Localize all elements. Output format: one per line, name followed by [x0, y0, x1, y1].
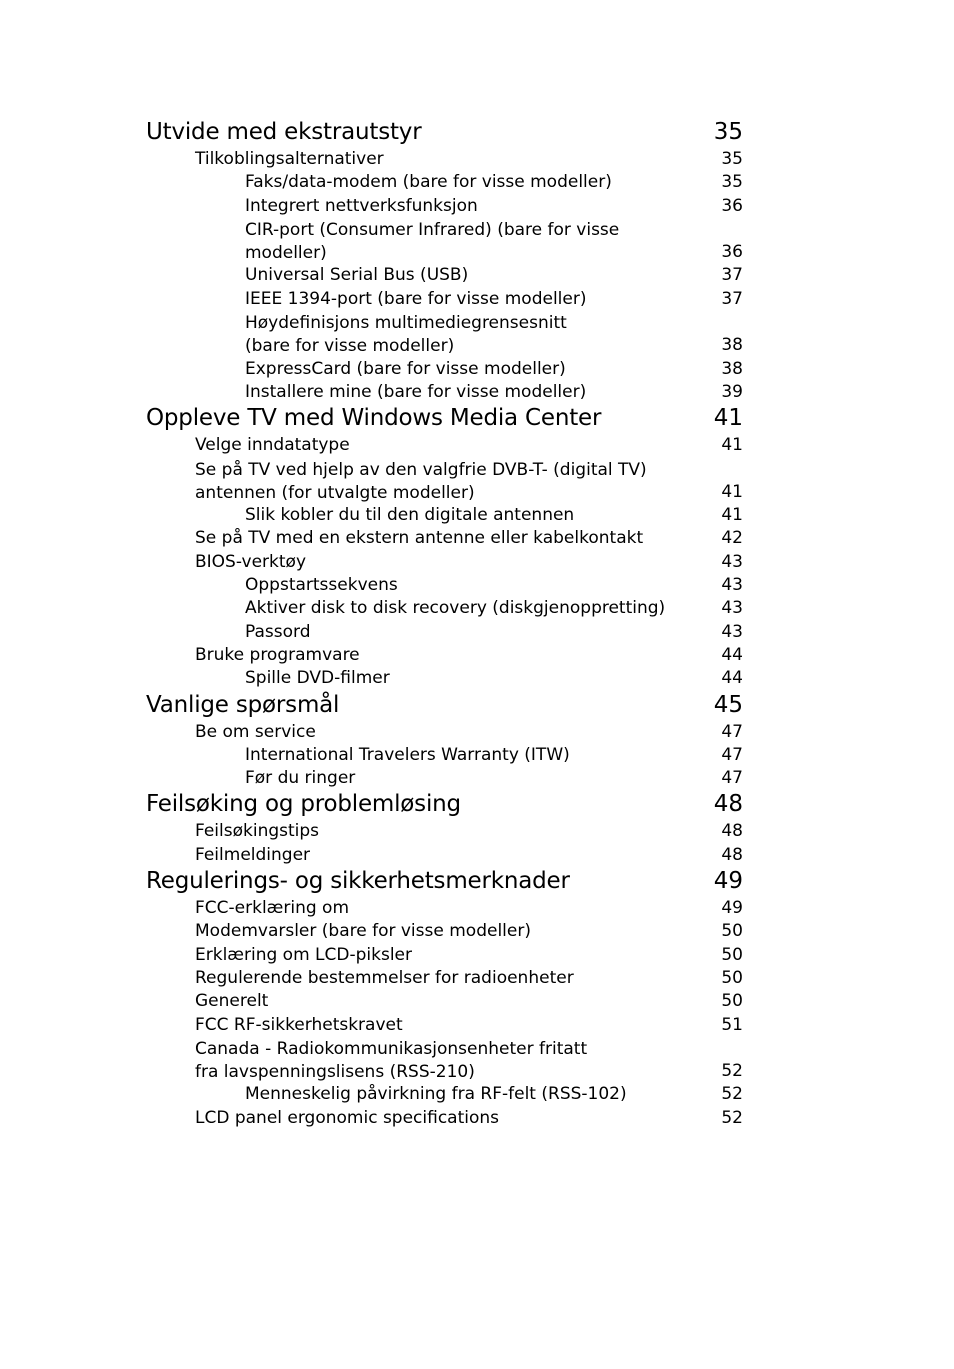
toc-entry-title: Erklæring om LCD-piksler	[195, 944, 412, 965]
toc-section[interactable]	[0, 967, 954, 990]
toc-entry-page-number: 44	[721, 644, 743, 665]
toc-entry-page-number: 50	[721, 967, 743, 988]
toc-subsection[interactable]	[0, 288, 954, 311]
toc-entry-page-number: 47	[721, 721, 743, 742]
toc-entry-title: Utvide med ekstrautstyr	[146, 119, 422, 145]
toc-section[interactable]	[0, 721, 954, 744]
toc-section[interactable]	[0, 944, 954, 967]
toc-chapter[interactable]	[0, 691, 954, 721]
toc-entry-title: Feilsøking og problemløsing	[146, 791, 461, 818]
toc-entry-title-line: (bare for visse modeller)	[245, 336, 455, 357]
toc-section[interactable]	[0, 148, 954, 171]
toc-chapter[interactable]	[0, 867, 954, 897]
toc-subsection[interactable]	[0, 358, 954, 381]
toc-entry-page-number: 43	[721, 621, 743, 642]
toc-subsection[interactable]	[0, 171, 954, 194]
toc-entry-page-number: 52	[721, 1061, 743, 1082]
toc-entry-page-number: 43	[721, 575, 743, 596]
toc-entry-title: Aktiver disk to disk recovery (diskgjenoppretting)	[245, 598, 666, 619]
toc-subsection[interactable]	[0, 264, 954, 287]
toc-entry-page-number: 41	[721, 481, 743, 502]
toc-entry-page-number: 43	[721, 551, 743, 572]
toc-entry-page-number: 38	[721, 335, 743, 356]
toc-section[interactable]	[0, 458, 954, 505]
toc-entry-page-number: 37	[721, 288, 743, 309]
toc-subsection[interactable]	[0, 195, 954, 218]
toc-entry-title-line: Canada - Radiokommunikasjonsenheter fritatt	[195, 1038, 588, 1059]
toc-section[interactable]	[0, 434, 954, 457]
toc-section[interactable]	[0, 644, 954, 667]
toc-entry-title: Menneskelig påvirkning fra RF-felt (RSS-102)	[245, 1084, 627, 1105]
toc-entry-title: Slik kobler du til den digitale antennen	[245, 505, 575, 526]
toc-entry-page-number: 49	[721, 898, 743, 919]
toc-entry-page-number: 41	[721, 505, 743, 526]
toc-subsection[interactable]	[0, 744, 954, 767]
toc-entry-title: Spille DVD-filmer	[245, 668, 390, 689]
table-of-contents	[0, 118, 954, 1130]
toc-entry-title: Passord	[245, 621, 311, 642]
toc-entry-page-number: 45	[713, 691, 743, 718]
toc-entry-title: Regulerende bestemmelser for radioenheter	[195, 967, 574, 988]
toc-entry-title-line: modeller)	[245, 243, 327, 264]
toc-subsection[interactable]	[0, 597, 954, 620]
toc-entry-page-number: 37	[721, 265, 743, 286]
toc-entry-title: Feilsøkingstips	[195, 821, 320, 842]
toc-entry-title: BIOS-verktøy	[195, 551, 307, 572]
toc-entry-page-number: 48	[721, 844, 743, 865]
toc-section[interactable]	[0, 1014, 954, 1037]
toc-entry-page-number: 36	[721, 242, 743, 263]
toc-entry-title: Tilkoblingsalternativer	[195, 149, 384, 169]
toc-entry-page-number: 49	[713, 868, 743, 895]
toc-entry-title	[245, 312, 567, 359]
toc-chapter[interactable]	[0, 404, 954, 434]
toc-entry-title: Be om service	[195, 721, 316, 742]
toc-entry-title-line: fra lavspenningslisens (RSS-210)	[195, 1062, 475, 1083]
toc-entry-page-number: 50	[721, 944, 743, 965]
toc-chapter[interactable]	[0, 790, 954, 820]
toc-entry-page-number: 41	[721, 435, 743, 456]
toc-entry-page-number: 44	[721, 668, 743, 689]
toc-entry-title: Modemvarsler (bare for visse modeller)	[195, 921, 531, 942]
toc-section[interactable]	[0, 1107, 954, 1130]
toc-entry-title: Bruke programvare	[195, 644, 360, 665]
toc-entry-title-line: Se på TV ved hjelp av den valgfrie DVB-T- (digital TV)	[195, 459, 647, 480]
toc-entry-title	[195, 1038, 587, 1085]
toc-subsection[interactable]	[0, 667, 954, 690]
toc-entry-title: Installere mine (bare for visse modeller)	[245, 381, 587, 402]
toc-entry-page-number: 48	[721, 821, 743, 842]
toc-subsection[interactable]	[0, 1083, 954, 1106]
toc-entry-page-number: 51	[721, 1014, 743, 1035]
toc-entry-title: Regulerings- og sikkerhetsmerknader	[146, 868, 570, 895]
toc-subsection[interactable]	[0, 381, 954, 404]
toc-entry-page-number: 50	[721, 921, 743, 942]
toc-entry-title-line: antennen (for utvalgte modeller)	[195, 482, 475, 503]
toc-entry-title: Generelt	[195, 991, 269, 1012]
toc-entry-page-number: 42	[721, 528, 743, 549]
toc-section[interactable]	[0, 1037, 954, 1084]
toc-section[interactable]	[0, 897, 954, 920]
toc-section[interactable]	[0, 990, 954, 1013]
toc-entry-page-number: 47	[721, 744, 743, 765]
toc-entry-page-number: 52	[721, 1084, 743, 1105]
toc-entry-title: Integrert nettverksfunksjon	[245, 195, 478, 216]
toc-section[interactable]	[0, 844, 954, 867]
toc-subsection[interactable]	[0, 574, 954, 597]
toc-entry-title: International Travelers Warranty (ITW)	[245, 744, 570, 765]
toc-entry-page-number: 52	[721, 1107, 743, 1128]
toc-entry-title	[195, 459, 647, 506]
toc-entry-title: LCD panel ergonomic specifications	[195, 1107, 500, 1128]
toc-entry-page-number: 39	[721, 381, 743, 402]
toc-entry-page-number: 35	[713, 119, 743, 145]
toc-entry-title: Før du ringer	[245, 768, 356, 789]
toc-entry-title: Feilmeldinger	[195, 844, 311, 865]
toc-entry-title-line: CIR-port (Consumer Infrared) (bare for visse	[245, 219, 620, 240]
toc-entry-page-number: 38	[721, 358, 743, 379]
toc-entry-page-number: 35	[721, 149, 743, 169]
toc-entry-title: Se på TV med en ekstern antenne eller kabelkontakt	[195, 528, 644, 549]
toc-section[interactable]	[0, 820, 954, 843]
toc-entry-title: Universal Serial Bus (USB)	[245, 265, 469, 286]
toc-entry-page-number: 41	[713, 405, 743, 432]
toc-section[interactable]	[0, 920, 954, 943]
toc-entry-title: FCC RF-sikkerhetskravet	[195, 1014, 403, 1035]
toc-chapter[interactable]	[0, 118, 954, 148]
toc-subsection[interactable]	[0, 621, 954, 644]
toc-entry-page-number: 36	[721, 195, 743, 216]
toc-entry-title: Oppleve TV med Windows Media Center	[146, 405, 602, 432]
toc-section[interactable]	[0, 527, 954, 550]
toc-entry-title: FCC-erklæring om	[195, 898, 350, 919]
toc-entry-title: ExpressCard (bare for visse modeller)	[245, 358, 566, 379]
toc-subsection[interactable]	[0, 767, 954, 790]
toc-entry-page-number: 43	[721, 598, 743, 619]
toc-entry-title: IEEE 1394-port (bare for visse modeller)	[245, 288, 587, 309]
toc-entry-title: Vanlige spørsmål	[146, 691, 340, 718]
toc-entry-title-line: Høydefinisjons multimediegrensesnitt	[245, 313, 567, 334]
toc-entry-title: Oppstartssekvens	[245, 575, 398, 596]
toc-entry-page-number: 48	[713, 791, 743, 818]
toc-entry-page-number: 35	[721, 172, 743, 193]
toc-entry-page-number: 50	[721, 991, 743, 1012]
toc-subsection[interactable]	[0, 218, 954, 265]
toc-subsection[interactable]	[0, 311, 954, 358]
toc-entry-page-number: 47	[721, 768, 743, 789]
toc-section[interactable]	[0, 551, 954, 574]
toc-subsection[interactable]	[0, 504, 954, 527]
toc-entry-title: Faks/data-modem (bare for visse modeller)	[245, 172, 612, 193]
toc-entry-title: Velge inndatatype	[195, 435, 350, 456]
toc-entry-title	[245, 219, 619, 266]
